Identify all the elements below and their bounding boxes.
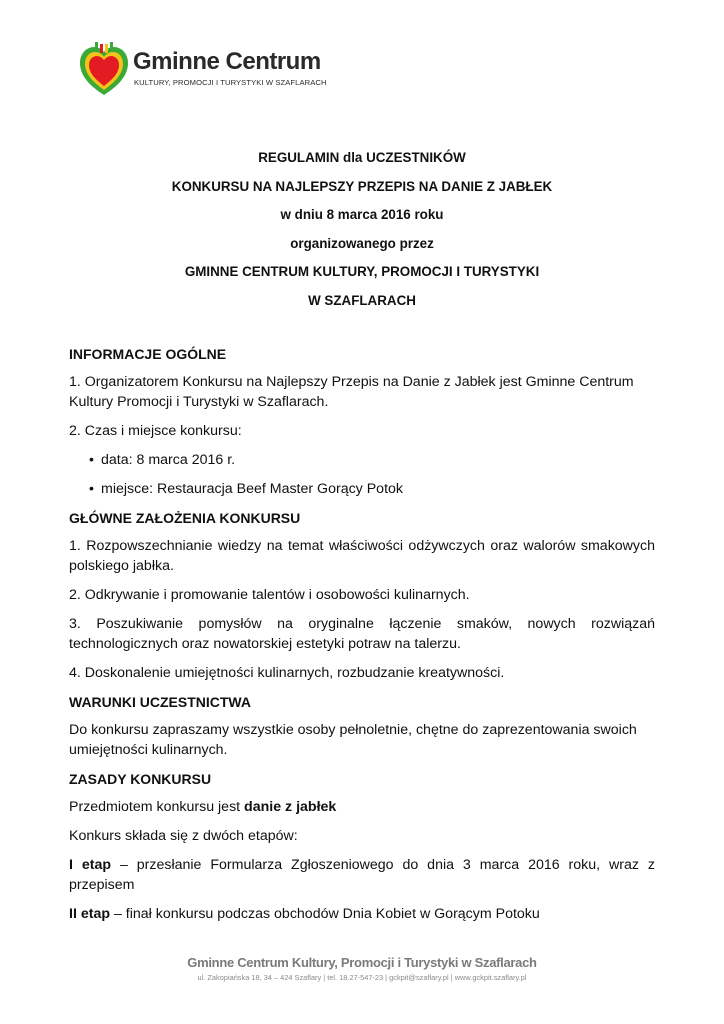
paragraph xyxy=(69,904,655,924)
paragraph: 3. Poszukiwanie pomysłów na oryginalne łączenie smaków, nowych rozwiązań technologicznych oraz nowatorskiej estetyki potraw na talerzu. xyxy=(69,616,655,652)
list-item-text: miejsce: Restauracja Beef Master Gorący Potok xyxy=(101,481,403,497)
title-line: W SZAFLARACH xyxy=(308,292,416,308)
stage-label: II etap xyxy=(69,906,110,922)
title-line: KONKURSU NA NAJLEPSZY PRZEPIS NA DANIE Z JABŁEK xyxy=(171,178,553,194)
section-heading-rules: ZASADY KONKURSU xyxy=(69,771,212,787)
section-heading-general: INFORMACJE OGÓLNE xyxy=(69,346,227,362)
title-line: organizowanego przez xyxy=(290,235,434,251)
logo-subtitle: KULTURY, PROMOCJI I TURYSTYKI W SZAFLARACH xyxy=(134,78,327,87)
text-run: – przesłanie Formularza Zgłoszeniowego do dnia 3 marca 2016 roku, wraz z przepisem xyxy=(69,857,655,893)
document-title-block xyxy=(0,149,724,320)
paragraph: Do konkursu zapraszamy wszystkie osoby pełnoletnie, chętne do zaprezentowania swoich umiejętności kulinarnych. xyxy=(69,722,637,758)
title-line: GMINNE CENTRUM KULTURY, PROMOCJI I TURYSTYKI xyxy=(184,264,540,279)
section-heading-goals: GŁÓWNE ZAŁOŻENIA KONKURSU xyxy=(69,510,301,526)
paragraph: 1. Rozpowszechnianie wiedzy na temat właściwości odżywczych oraz walorów smakowych polskiego jabłka. xyxy=(69,538,655,574)
organization-logo xyxy=(78,42,348,100)
paragraph: 1. Organizatorem Konkursu na Najlepszy Przepis na Danie z Jabłek jest Gminne Centrum Kultury Promocji i Turystyki w Szaflarach. xyxy=(69,374,634,410)
footer-organization-name: Gminne Centrum Kultury, Promocji i Turystyki w Szaflarach xyxy=(187,955,537,970)
document-body xyxy=(69,344,655,933)
title-line: REGULAMIN dla UCZESTNIKÓW xyxy=(258,150,466,165)
text-run: Przedmiotem konkursu jest xyxy=(69,799,245,815)
list-item xyxy=(69,450,655,470)
bullet-icon: • xyxy=(89,481,94,497)
bold-text: danie z jabłek xyxy=(244,799,337,815)
paragraph xyxy=(69,797,655,817)
paragraph: 2. Odkrywanie i promowanie talentów i osobowości kulinarnych. xyxy=(69,587,470,603)
paragraph: Konkurs składa się z dwóch etapów: xyxy=(69,828,298,844)
footer-address: ul. Zakopiańska 18, 34 – 424 Szaflary | tel. 18.27-547-23 | gckpit@szaflary.pl | www.gckpit.szaflary.pl xyxy=(197,973,527,982)
paragraph: 4. Doskonalenie umiejętności kulinarnych, rozbudzanie kreatywności. xyxy=(69,665,505,681)
title-line: w dniu 8 marca 2016 roku xyxy=(280,207,444,222)
text-run: – finał konkursu podczas obchodów Dnia Kobiet w Gorącym Potoku xyxy=(110,906,540,922)
paragraph: 2. Czas i miejsce konkursu: xyxy=(69,423,242,439)
paragraph xyxy=(69,855,655,895)
stage-label: I etap xyxy=(69,857,112,873)
logo-title: Gminne Centrum xyxy=(133,48,321,75)
bullet-icon: • xyxy=(89,452,94,468)
page-footer xyxy=(0,954,724,982)
heart-emblem-icon xyxy=(78,42,130,98)
section-heading-conditions: WARUNKI UCZESTNICTWA xyxy=(69,694,251,710)
list-item xyxy=(69,479,655,499)
list-item-text: data: 8 marca 2016 r. xyxy=(101,452,236,468)
